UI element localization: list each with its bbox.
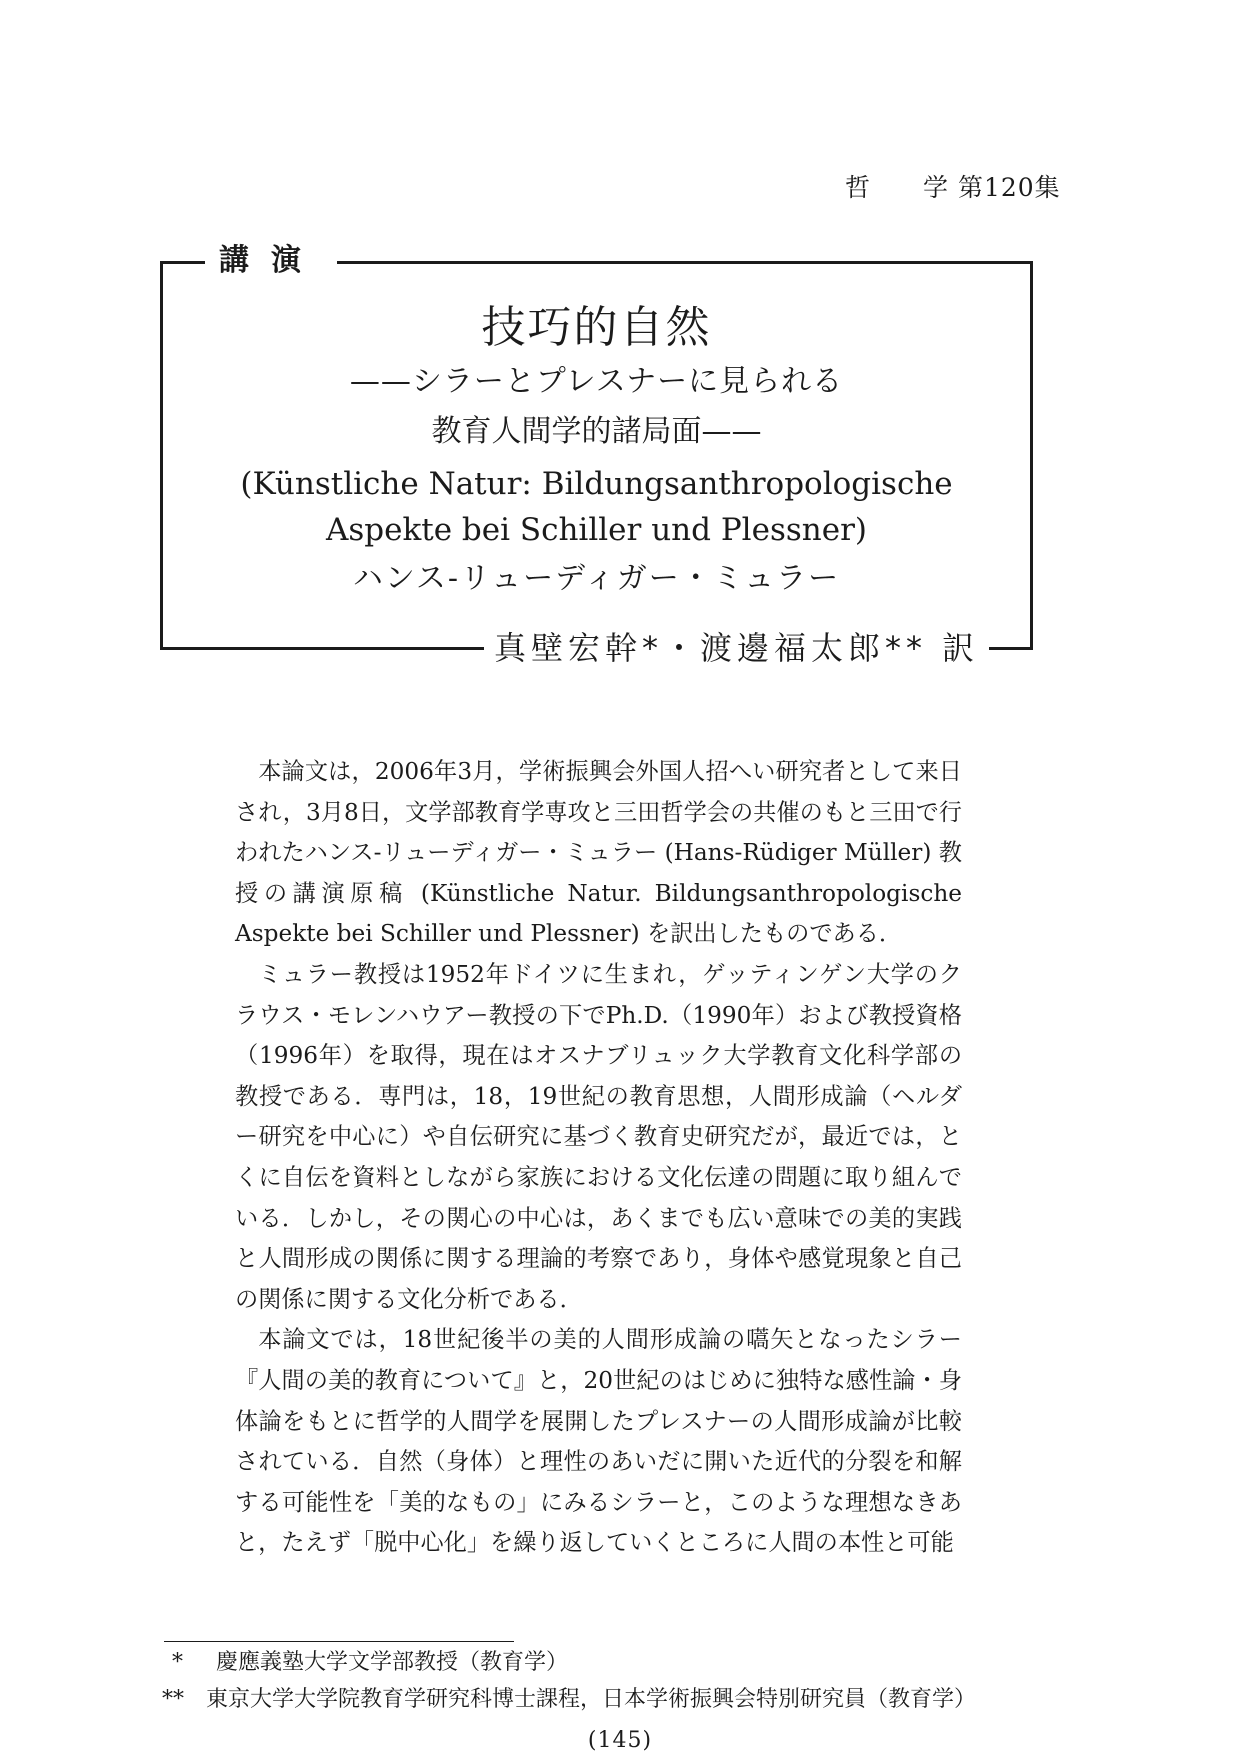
running-header: 哲 学 第120集 <box>845 173 1061 202</box>
author-name: ハンス-リューディガー・ミュラー <box>352 561 841 596</box>
german-title-line-1: (Künstliche Natur: Bildungsanthropologische <box>240 466 953 502</box>
footnote-text: 慶應義塾大学文学部教授（教育学） <box>216 1650 569 1675</box>
footnote-1 <box>172 1647 568 1679</box>
subtitle-line-1: ——シラーとプレスナーに見られる <box>349 364 844 399</box>
page-number: (145) <box>587 1728 653 1753</box>
body-paragraph-1: 本論文は，2006年3月，学術振興会外国人招へい研究者として来日され，3月8日，文学部教育学専攻と三田哲学会の共催のもと三田で行われたハンス-リューディガー・ミュラー (Hans-Rüdiger Müller) 教授の講演原稿 (Künstliche Natur. Bildungsanthropologische Aspekte bei Schiller und Plessner) を訳出したものである． <box>235 758 962 948</box>
subtitle-line-2: 教育人間学的諸局面—— <box>431 414 762 449</box>
section-label: 講演 <box>205 238 337 284</box>
footnote-mark: * <box>172 1650 183 1675</box>
body-text <box>235 752 962 1564</box>
footnote-mark: ** <box>162 1687 184 1712</box>
german-title-line-2: Aspekte bei Schiller und Plessner) <box>325 512 867 548</box>
body-paragraph-2: ミュラー教授は1952年ドイツに生まれ，ゲッティンゲン大学のクラウス・モレンハウアー教授の下でPh.D.（1990年）および教授資格（1996年）を取得，現在はオスナブリュック大学教育文化科学部の教授である．専門は，18，19世紀の教育思想，人間形成論（ヘルダー研究を中心に）や自伝研究に基づく教育史研究だが，最近では，とくに自伝を資料としながら家族における文化伝達の問題に取り組んでいる．しかし，その関心の中心は，あくまでも広い意味での美的実践と人間形成の関係に関する理論的考察であり，身体や感覚現象と自己の関係に関する文化分析である． <box>235 960 962 1313</box>
footnote-2 <box>162 1684 976 1716</box>
footnote-divider <box>164 1641 514 1642</box>
article-title: 技巧的自然 <box>481 302 712 353</box>
body-paragraph-3: 本論文では，18世紀後半の美的人間形成論の嚆矢となったシラー『人間の美的教育について』と，20世紀のはじめに独特な感性論・身体論をもとに哲学的人間学を展開したプレスナーの人間形成論が比較されている．自然（身体）と理性のあいだに開いた近代的分裂を和解する可能性を「美的なもの」にみるシラーと，このような理想なきあと，たえず「脱中心化」を繰り返していくところに人間の本性と可能 <box>235 1326 962 1557</box>
footnote-text: 東京大学大学院教育学研究科博士課程，日本学術振興会特別研究員（教育学） <box>206 1687 977 1712</box>
translators-credit: 真壁宏幹*・渡邊福太郎** 訳 <box>484 625 989 671</box>
